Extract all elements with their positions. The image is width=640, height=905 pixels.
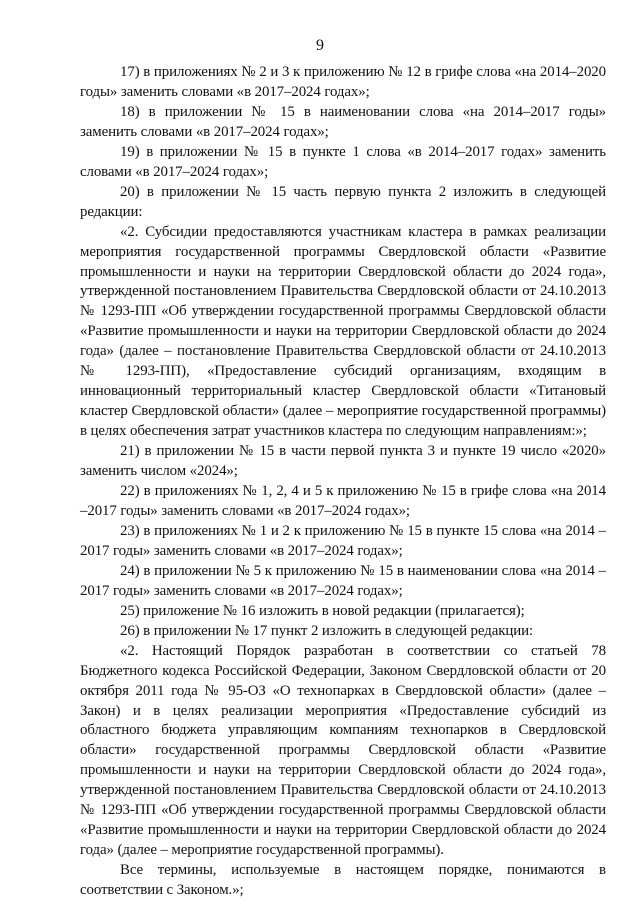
paragraph-item-17: 17) в приложениях № 2 и 3 к приложению № 12 в грифе слова «на 2014–2020 годы» заменить словами «в 2017–2024 годах»;	[80, 64, 606, 100]
paragraph-terms: Все термины, используемые в настоящем порядке, понимаются в соответствии с Законом.»;	[80, 862, 606, 899]
paragraph-item-25: 25) приложение № 16 изложить в новой редакции (прилагается);	[120, 602, 525, 619]
paragraph-item-20: 20) в приложении № 15 часть первую пункта 2 изложить в следующей редакции:	[80, 183, 606, 220]
paragraph-item-23: 23) в приложениях № 1 и 2 к приложению № 15 в пункте 15 слова «на 2014 –2017 годы» заменить словами «в 2017–2024 годах»;	[80, 522, 606, 559]
document-body	[80, 63, 606, 901]
paragraph-quote-procedure: «2. Настоящий Порядок разработан в соответствии со статьей 78 Бюджетного кодекса Российской Федерации, Законом Свердловской области от 20 октября 2011 года № 95-ОЗ «О технопарках в Свердловской области» (далее – Закон) и в целях реализации мероприятия «Предоставление субсидий из областного бюджета управляющим компаниям технопарков в Свердловской области» государственной программы Свердловской области «Развитие промышленности и науки на территории Свердловской области до 2024 года», утвержденной постановлением Правительства Свердловской области от 24.10.2013 № 1293-ПП «Об утверждении государственной программы Свердловской области «Развитие промышленности и науки на территории Свердловской области до 2024 года» (далее – мероприятие государственной программы).	[80, 642, 606, 859]
paragraph-quote-subsidies: «2. Субсидии предоставляются участникам кластера в рамках реализации мероприятия государственной программы Свердловской области «Развитие промышленности и науки на территории Свердловской области до 2024 года», утвержденной постановлением Правительства Свердловской области от 24.10.2013 № 1293-ПП «Об утверждении государственной программы Свердловской области «Развитие промышленности и науки на территории Свердловской области до 2024 года» (далее – постановление Правительства Свердловской области от 24.10.2013 № 1293-ПП), «Предоставление субсидий организациям, входящим в инновационный территориальный кластер Свердловской области «Титановый кластер Свердловской области» (далее – мероприятие государственной программы) в целях обеспечения затрат участников кластера по следующим направлениям:»;	[80, 223, 606, 440]
paragraph-item-19: 19) в приложении № 15 в пункте 1 слова «в 2014–2017 годах» заменить словами «в 2017–2024 годах»;	[80, 143, 606, 180]
paragraph-item-26: 26) в приложении № 17 пункт 2 изложить в следующей редакции:	[120, 622, 533, 639]
paragraph-item-24: 24) в приложении № 5 к приложению № 15 в наименовании слова «на 2014 –2017 годы» заменить словами «в 2017–2024 годах»;	[80, 562, 606, 599]
paragraph-item-18: 18) в приложении № 15 в наименовании слова «на 2014–2017 годы» заменить словами «в 2017–2024 годах»;	[80, 103, 606, 140]
page-number: 9	[316, 37, 324, 54]
paragraph-item-21: 21) в приложении № 15 в части первой пункта 3 и пункте 19 число «2020» заменить числом «2024»;	[80, 443, 606, 480]
paragraph-item-22: 22) в приложениях № 1, 2, 4 и 5 к приложению № 15 в грифе слова «на 2014 –2017 годы» заменить словами «в 2017–2024 годах»;	[80, 483, 606, 519]
